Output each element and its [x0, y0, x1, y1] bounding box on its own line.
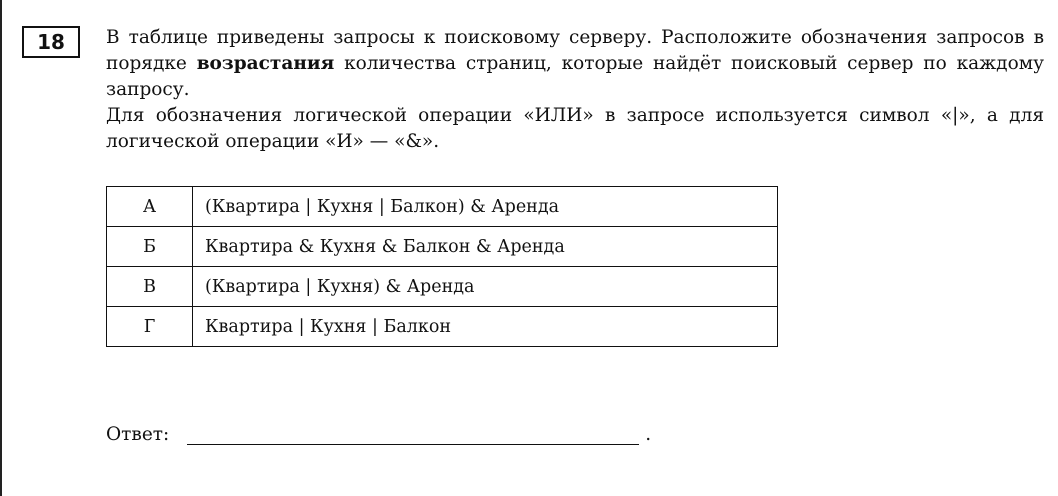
query-letter: Б — [107, 227, 193, 267]
table-row — [107, 267, 778, 307]
task-number: 18 — [37, 30, 65, 54]
table-row — [107, 187, 778, 227]
answer-section — [106, 424, 651, 445]
task-paragraph-1 — [106, 25, 1044, 103]
query-text: Квартира & Кухня & Балкон & Аренда — [193, 227, 778, 267]
query-letter: В — [107, 267, 193, 307]
answer-field[interactable] — [187, 424, 639, 445]
task-text-part-2: количества страниц, которые найдёт поисковый сервер по каждому запросу. — [106, 53, 1044, 100]
query-text: (Квартира | Кухня) & Аренда — [193, 267, 778, 307]
task-number-box — [22, 26, 80, 58]
task-text-bold: возрастания — [196, 53, 335, 74]
query-text: (Квартира | Кухня | Балкон) & Аренда — [193, 187, 778, 227]
table-row — [107, 307, 778, 347]
task-statement — [106, 25, 1044, 155]
page-left-border — [0, 0, 2, 496]
queries-table — [106, 186, 778, 347]
answer-terminator: . — [645, 424, 652, 445]
query-text: Квартира | Кухня | Балкон — [193, 307, 778, 347]
table-row — [107, 227, 778, 267]
task-text-part-1: В таблице приведены запросы к поисковому серверу. Расположите обозначения запросов в порядке — [106, 27, 1044, 74]
answer-label: Ответ: — [106, 424, 170, 445]
query-letter: А — [107, 187, 193, 227]
task-paragraph-2: Для обозначения логической операции «ИЛИ» в запросе используется символ «|», а для логической операции «И» — «&». — [106, 105, 1044, 152]
query-letter: Г — [107, 307, 193, 347]
